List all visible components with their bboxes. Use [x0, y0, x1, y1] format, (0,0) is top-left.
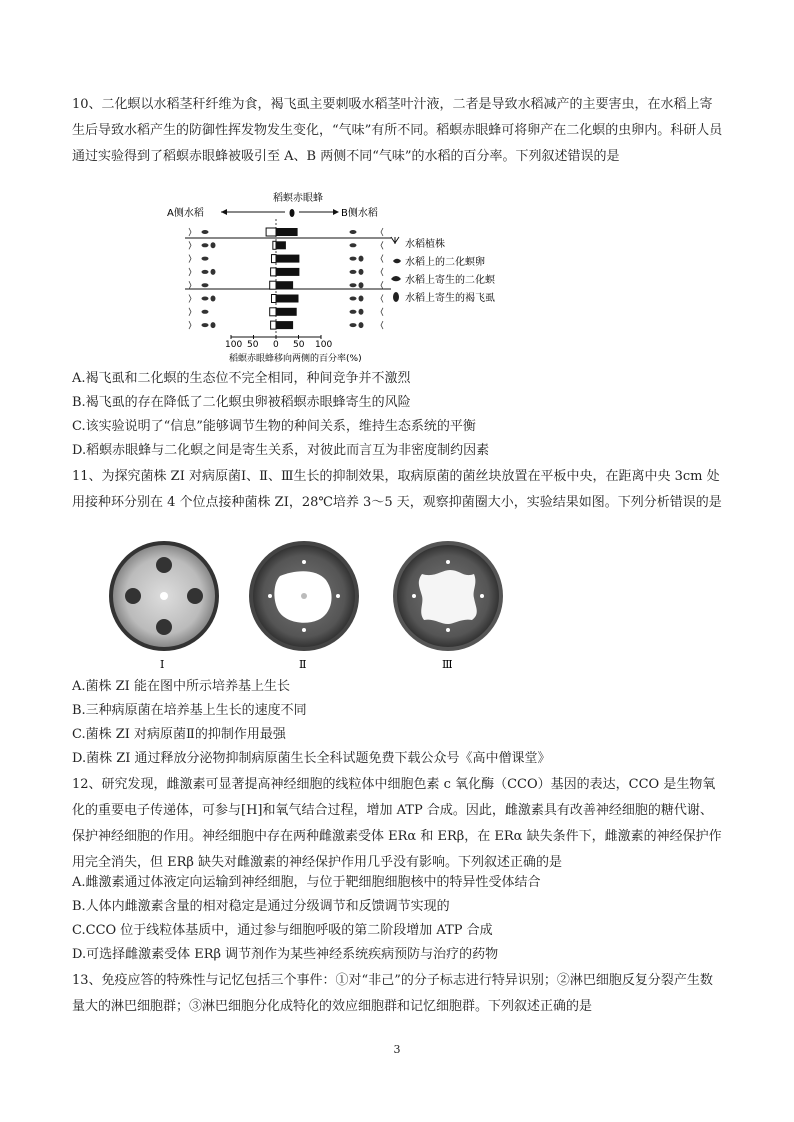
insect-icon: [202, 230, 209, 234]
insect-icon: [350, 243, 357, 247]
rice-plant-icon: [189, 281, 191, 289]
right-arrowhead: [333, 209, 339, 215]
insect-icon: [359, 296, 364, 302]
bar-b-side: [276, 321, 293, 329]
legend-item: 水稻植株: [405, 239, 445, 250]
rice-plant-icon: [381, 295, 383, 303]
q10-option-c: C.该实验说明了“信息”能够调节生物的种间关系，维持生态系统的平衡: [72, 419, 476, 434]
plate-2: [249, 541, 359, 651]
bar-b-side: [276, 308, 297, 316]
rice-plant-icon: [381, 321, 383, 329]
q13-stem: 13、免疫应答的特殊性与记忆包括三个事件：①对“非己”的分子标志进行特异识别；②淋巴细胞反复分裂产生数量大的淋巴细胞群；③淋巴细胞分化成特化的效应细胞群和记忆细胞群。下列叙述正确的是: [72, 973, 713, 1014]
insect-icon: [359, 256, 364, 262]
q10-stem: 10、二化螟以水稻茎秆纤维为食，褐飞虱主要刺吸水稻茎叶汁液，二者是导致水稻减产的主要害虫，在水稻上寄生后导致水稻产生的防御性挥发物发生变化，“气味”有所不同。稻螟赤眼蜂可将卵产在二化螟的虫卵内。科研人员通过实验得到了稻螟赤眼蜂被吸引至 A、B 两侧不同“气味”的水稻的百分率。下列叙述错误的是: [72, 97, 723, 164]
bar-a-side: [266, 228, 276, 236]
plate-label: Ⅲ: [442, 658, 453, 671]
bar-a-side: [272, 255, 277, 263]
insect-icon: [202, 297, 209, 301]
rice-plant-icon: [189, 308, 191, 316]
legend-item: 水稻上寄生的褐飞虱: [405, 293, 495, 304]
insect-icon: [202, 270, 209, 274]
tick-label: 50: [247, 340, 259, 350]
axis-label: 稻螟赤眼蜂移向两侧的百分率(%): [229, 354, 362, 364]
bar-b-side: [276, 281, 293, 289]
legend-item: 水稻上寄生的二化螟: [405, 275, 495, 286]
right-label: B侧水稻: [341, 208, 378, 219]
insect-icon: [350, 310, 357, 314]
q12-option-a: A.雌激素通过体液定向运输到神经细胞，与位于靶细胞细胞核中的特异性受体结合: [72, 875, 541, 890]
bar-b-side: [276, 228, 298, 236]
bar-a-side: [273, 241, 276, 249]
legend: [391, 237, 496, 304]
rice-plant-icon: [381, 281, 383, 289]
page-number: 3: [393, 1043, 401, 1056]
plate-3: [393, 541, 503, 651]
rice-plant-icon: [189, 255, 191, 263]
insect-icon: [350, 230, 357, 234]
rice-plant-icon: [381, 228, 383, 236]
q11-option-d: D.菌株 ZI 通过释放分泌物抑制病原菌生长全科试题免费下载公众号《高中僧课堂》: [72, 751, 551, 766]
insect-icon: [211, 269, 216, 275]
bar-b-side: [276, 241, 286, 249]
insect-icon: [350, 297, 357, 301]
q10-option-d: D.稻螟赤眼蜂与二化螟之间是寄生关系，对彼此而言互为非密度制约因素: [72, 443, 490, 458]
bar-a-side: [271, 268, 276, 276]
rice-plant-icon: [189, 295, 191, 303]
left-arrowhead: [221, 209, 227, 215]
insect-icon: [202, 310, 209, 314]
plate-label: Ⅱ: [299, 658, 307, 671]
insect-icon: [202, 257, 209, 261]
insect-icon: [211, 242, 216, 248]
petri-plates-figure: [104, 540, 516, 672]
plate-1: [109, 541, 219, 651]
insect-icon: [359, 309, 364, 315]
rice-plant-icon: [391, 237, 399, 244]
plate-label: Ⅰ: [160, 658, 165, 671]
q11-option-b: B.三种病原菌在培养基上生长的速度不同: [72, 703, 307, 718]
insect-icon: [359, 269, 364, 275]
bar-b-side: [276, 268, 299, 276]
insect-icon: [359, 282, 364, 288]
rice-plant-icon: [189, 241, 191, 249]
insect-icon: [211, 322, 216, 328]
bar-a-side: [271, 321, 276, 329]
left-label: A侧水稻: [167, 208, 204, 219]
tick-label: 50: [293, 340, 305, 350]
bar-b-side: [276, 295, 299, 303]
wasp-icon: [290, 209, 295, 217]
insect-icon: [350, 257, 357, 261]
q12-option-b: B.人体内雌激素含量的相对稳定是通过分级调节和反馈调节实现的: [72, 899, 450, 914]
bar-a-side: [270, 308, 276, 316]
tick-label: 100: [225, 340, 243, 350]
q11-option-c: C.菌株 ZI 对病原菌Ⅱ的抑制作用最强: [72, 727, 286, 742]
q11-stem: 11、为探究菌株 ZI 对病原菌Ⅰ、Ⅱ、Ⅲ生长的抑制效果，取病原菌的菌丝块放置在平板中央，在距离中央 3cm 处用接种环分别在 4 个位点接种菌株 ZI，28℃培养 3～5 天，观察抑菌圈大小，实验结果如图。下列分析错误的是: [72, 469, 722, 510]
rice-plant-icon: [189, 321, 191, 329]
q10-option-b: B.褐飞虱的存在降低了二化螟虫卵被稻螟赤眼蜂寄生的风险: [72, 395, 411, 410]
tick-label: 100: [315, 340, 333, 350]
bar-a-side: [272, 295, 277, 303]
insect-icon: [202, 243, 209, 247]
rice-plant-icon: [381, 308, 383, 316]
egg-icon: [393, 259, 401, 264]
q12-option-c: C.CCO 位于线粒体基质中，通过参与细胞呼吸的第二阶段增加 ATP 合成: [72, 923, 493, 938]
rice-plant-icon: [189, 268, 191, 276]
insect-icon: [350, 323, 357, 327]
bar-a-side: [270, 281, 276, 289]
insect-icon: [359, 322, 364, 328]
planthopper-icon: [393, 292, 399, 302]
rice-plant-icon: [189, 228, 191, 236]
insect-icon: [211, 296, 216, 302]
q11-option-a: A.菌株 ZI 能在图中所示培养基上生长: [72, 679, 290, 694]
rice-plant-icon: [381, 255, 383, 263]
insect-icon: [350, 283, 357, 287]
attraction-bar-chart: [163, 185, 497, 375]
top-label: 稻螟赤眼蜂: [273, 193, 323, 204]
legend-item: 水稻上的二化螟卵: [405, 257, 485, 268]
chart-rows: [189, 228, 383, 339]
insect-icon: [202, 323, 209, 327]
tick-label: 0: [273, 340, 279, 350]
stem-borer-icon: [391, 276, 401, 281]
rice-plant-icon: [381, 241, 383, 249]
rice-plant-icon: [381, 268, 383, 276]
q12-option-d: D.可选择雌激素受体 ERβ 调节剂作为某些神经系统疾病预防与治疗的药物: [72, 947, 499, 962]
bar-b-side: [276, 255, 299, 263]
insect-icon: [202, 283, 209, 287]
q10-option-a: A.褐飞虱和二化螟的生态位不完全相同，种间竞争并不激烈: [72, 371, 411, 386]
insect-icon: [350, 270, 357, 274]
q12-stem: 12、研究发现，雌激素可显著提高神经细胞的线粒体中细胞色素 c 氧化酶（CCO）基因的表达，CCO 是生物氧化的重要电子传递体，可参与[H]和氧气结合过程，增加 ATP 合成。因此，雌激素具有改善神经细胞的糖代谢、保护神经细胞的作用。神经细胞中存在两种雌激素受体 ERα 和 ERβ，在 ERα 缺失条件下，雌激素的神经保护作用完全消失，但 ERβ 缺失对雌激素的神经保护作用几乎没有影响。下列叙述正确的是: [72, 777, 722, 870]
